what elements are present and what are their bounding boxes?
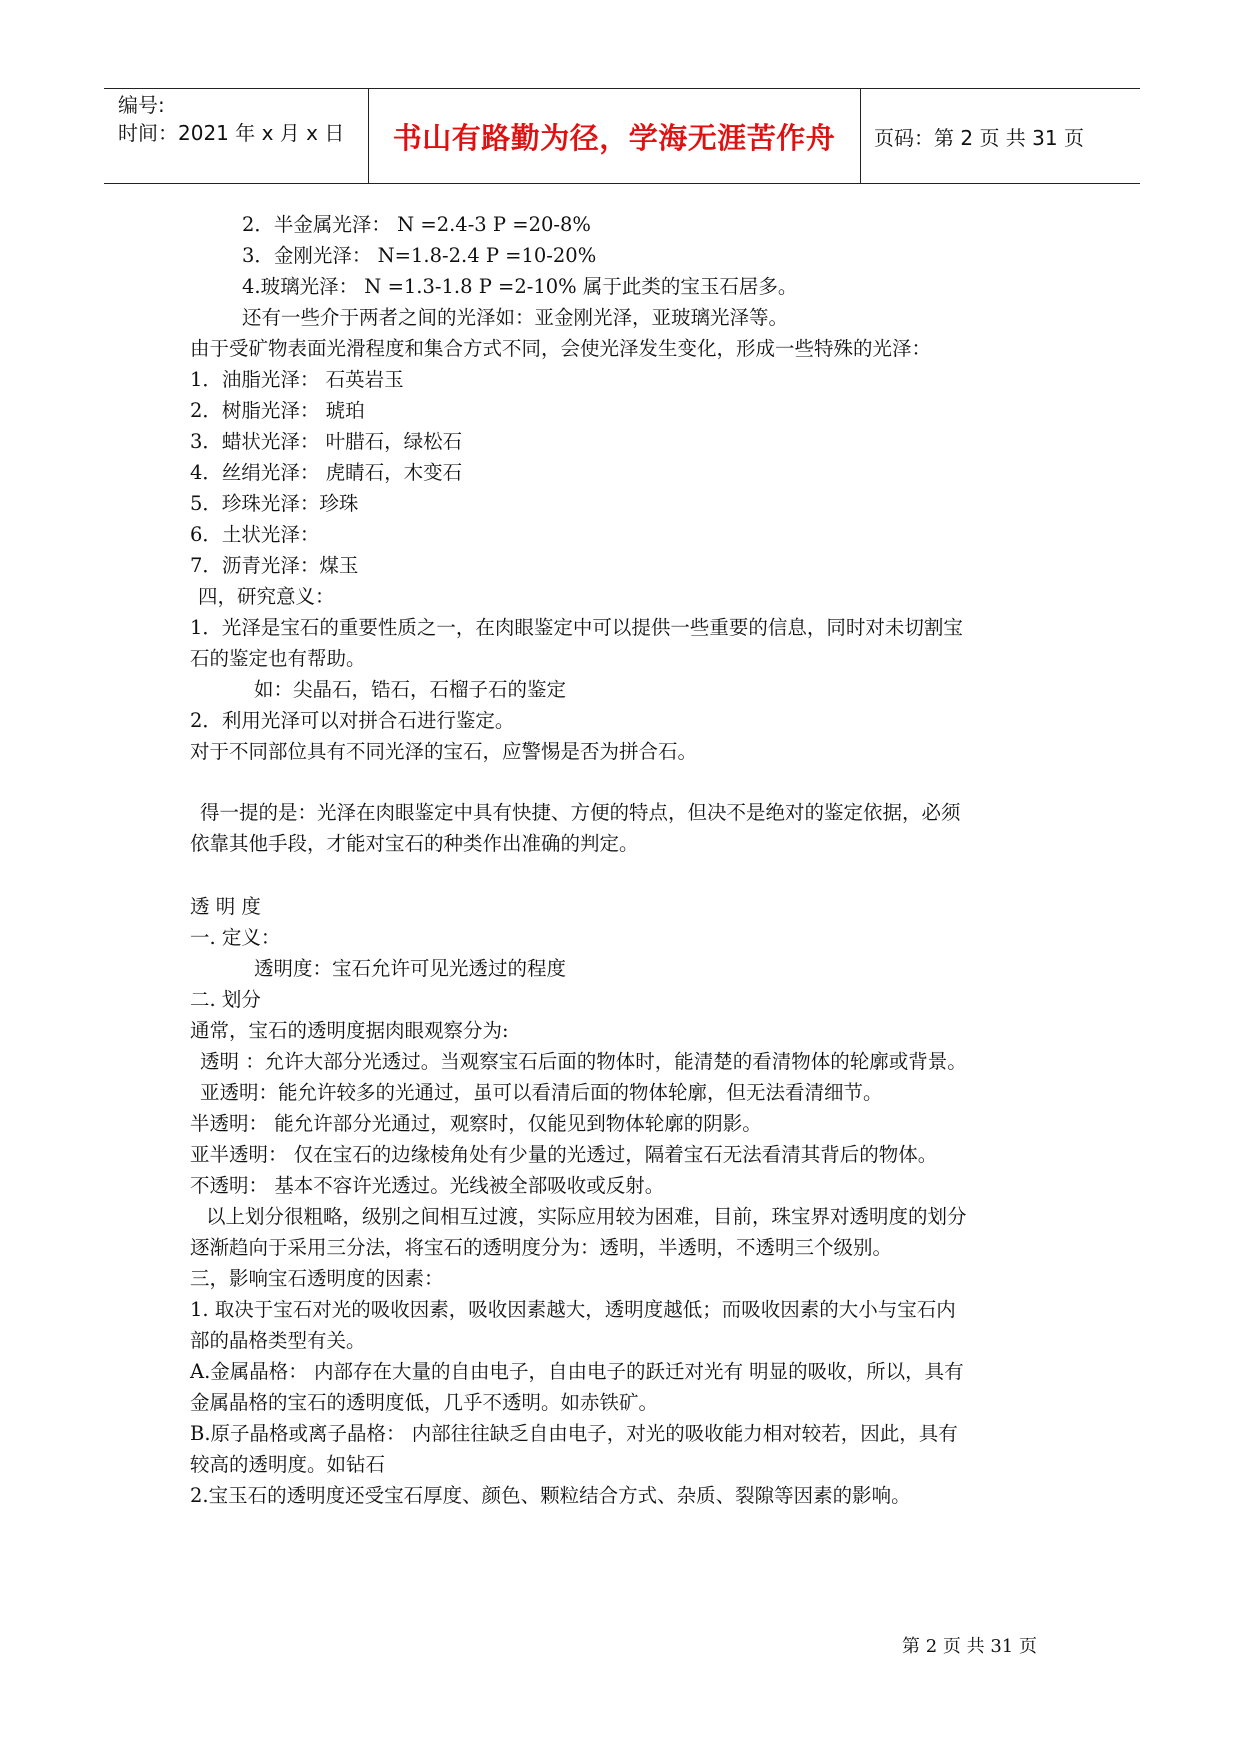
- body-line: 1. 取决于宝石对光的吸收因素，吸收因素越大，透明度越低；而吸收因素的大小与宝石内: [190, 1298, 956, 1321]
- number-label: 编号:: [118, 93, 165, 117]
- body-line: 透明 ：允许大部分光透过。当观察宝石后面的物体时，能清楚的看清物体的轮廓或背景。: [200, 1050, 967, 1073]
- body-line: 7．沥青光泽：煤玉: [190, 554, 359, 577]
- body-line: 1．油脂光泽： 石英岩玉: [190, 368, 404, 391]
- header-motto: 书山有路勤为径，学海无涯苦作舟: [392, 120, 836, 155]
- body-line: A.金属晶格： 内部存在大量的自由电子，自由电子的跃迁对光有 明显的吸收，所以，具有: [190, 1360, 964, 1383]
- body-line: 2．利用光泽可以对拼合石进行鉴定。: [190, 709, 515, 732]
- body-line: 半透明： 能允许部分光通过，观察时，仅能见到物体轮廓的阴影。: [190, 1112, 762, 1135]
- header-divider: [860, 89, 861, 183]
- section-heading: 三，影响宝石透明度的因素：: [190, 1267, 444, 1290]
- body-line: 以上划分很粗略，级别之间相互过渡，实际应用较为困难，目前，珠宝界对透明度的划分: [206, 1205, 967, 1228]
- body-line: 通常，宝石的透明度据肉眼观察分为:: [190, 1019, 509, 1042]
- header-page-label: 页码：第 2 页 共 31 页: [874, 125, 1084, 150]
- body-line: 2.宝玉石的透明度还受宝石厚度、颜色、颗粒结合方式、杂质、裂隙等因素的影响。: [190, 1484, 911, 1507]
- body-line: 1．光泽是宝石的重要性质之一，在肉眼鉴定中可以提供一些重要的信息，同时对未切割宝: [190, 616, 963, 639]
- body-line: 逐渐趋向于采用三分法，将宝石的透明度分为：透明，半透明，不透明三个级别。: [190, 1236, 893, 1259]
- body-line: 石的鉴定也有帮助。: [190, 647, 366, 670]
- section-heading: 四，研究意义：: [198, 585, 335, 608]
- page-header: [104, 88, 1140, 184]
- section-heading: 二. 划分: [190, 988, 261, 1011]
- body-line: 6．土状光泽：: [190, 523, 320, 546]
- body-line: 2．半金属光泽： N =2.4-3 P =20-8%: [242, 213, 591, 236]
- body-line: 如：尖晶石，锆石，石榴子石的鉴定: [254, 678, 567, 701]
- body-line: 依靠其他手段，才能对宝石的种类作出准确的判定。: [190, 832, 639, 855]
- body-line: 较高的透明度。如钻石: [190, 1453, 386, 1476]
- section-title: 透 明 度: [190, 895, 261, 918]
- header-meta: [118, 91, 344, 147]
- body-line: 不透明： 基本不容许光透过。光线被全部吸收或反射。: [190, 1174, 665, 1197]
- body-line: 5．珍珠光泽：珍珠: [190, 492, 359, 515]
- body-line: 还有一些介于两者之间的光泽如：亚金刚光泽，亚玻璃光泽等。: [242, 306, 789, 329]
- section-heading: 一. 定义：: [190, 926, 281, 949]
- body-line: 亚透明：能允许较多的光通过，虽可以看清后面的物体轮廓，但无法看清细节。: [200, 1081, 883, 1104]
- body-line: 金属晶格的宝石的透明度低，几乎不透明。如赤铁矿。: [190, 1391, 659, 1414]
- body-line: 对于不同部位具有不同光泽的宝石，应警惕是否为拼合石。: [190, 740, 698, 763]
- body-line: 3．蜡状光泽： 叶腊石，绿松石: [190, 430, 463, 453]
- body-line: 部的晶格类型有关。: [190, 1329, 366, 1352]
- body-line: B.原子晶格或离子晶格： 内部往往缺乏自由电子，对光的吸收能力相对较若，因此，具有: [190, 1422, 958, 1445]
- body-line: 4.玻璃光泽： N =1.3-1.8 P =2-10% 属于此类的宝玉石居多。: [242, 275, 798, 298]
- time-label: 时间：2021 年 x 月 x 日: [118, 121, 345, 145]
- body-line: 4．丝绢光泽： 虎睛石，木变石: [190, 461, 463, 484]
- body-line: 3．金刚光泽： N=1.8-2.4 P =10-20%: [242, 244, 597, 267]
- body-line: 得一提的是：光泽在肉眼鉴定中具有快捷、方便的特点，但决不是绝对的鉴定依据，必须: [200, 801, 961, 824]
- body-line: 透明度：宝石允许可见光透过的程度: [254, 957, 567, 980]
- page-footer: 第 2 页 共 31 页: [902, 1636, 1037, 1657]
- body-line: 亚半透明： 仅在宝石的边缘棱角处有少量的光透过，隔着宝石无法看清其背后的物体。: [190, 1143, 938, 1166]
- body-line: 由于受矿物表面光滑程度和集合方式不同，会使光泽发生变化，形成一些特殊的光泽：: [190, 337, 932, 360]
- body-line: 2．树脂光泽： 琥珀: [190, 399, 365, 422]
